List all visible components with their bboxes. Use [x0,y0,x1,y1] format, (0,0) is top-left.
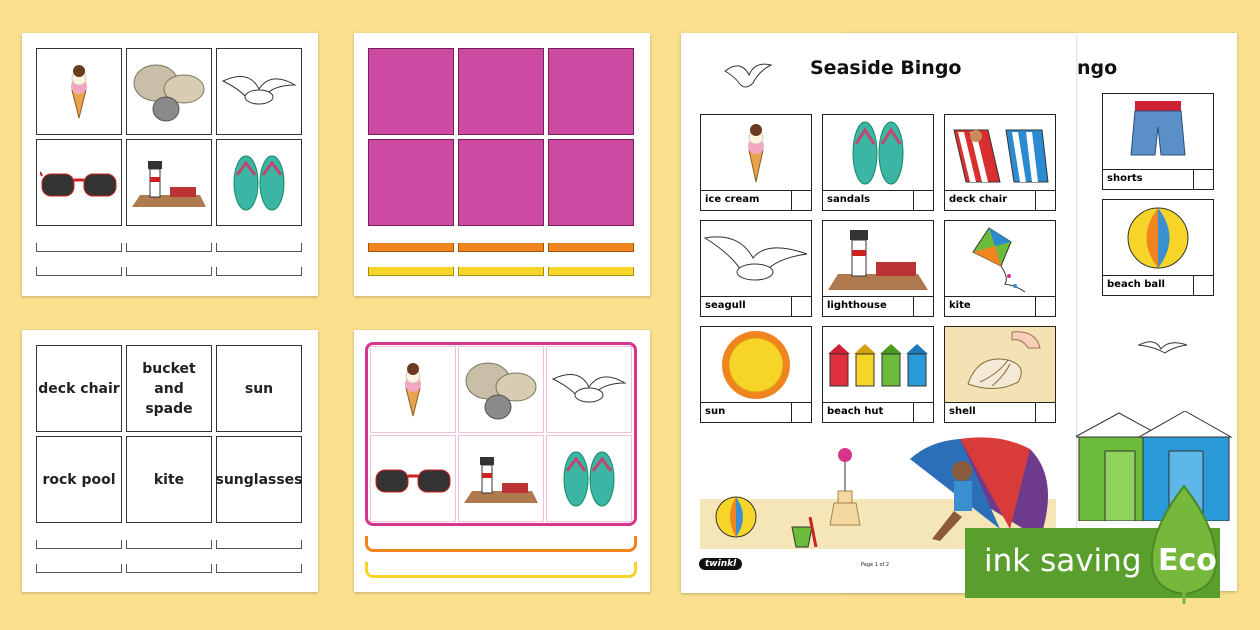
card-seagull[interactable] [546,346,632,433]
bingo-check-box[interactable] [1193,169,1213,189]
sunglasses-icon [40,166,118,200]
bordered-card-sheet [354,330,650,592]
lighthouse-icon [826,224,930,294]
kite-icon [965,224,1035,294]
card-sunglasses[interactable] [36,139,122,226]
word-card[interactable]: kite [126,436,212,523]
card-flip-flops[interactable] [546,435,632,522]
card-ice-cream[interactable] [36,48,122,135]
bingo-check-box[interactable] [1035,402,1055,422]
bingo-check-box[interactable] [791,402,811,422]
seagull-icon [549,365,629,415]
bingo-label: sun [701,402,792,422]
bingo-check-box[interactable] [791,190,811,210]
word-card[interactable]: bucket and spade [126,345,212,432]
ice-cream-icon [741,122,771,184]
card-lighthouse[interactable] [126,139,212,226]
beach-ball-icon [1125,205,1191,271]
bingo-worksheet [681,33,1076,593]
bingo-label: seagull [701,296,792,316]
bingo-cell [822,326,934,423]
bingo-cell [944,220,1056,317]
beach-hut-icon [826,342,930,388]
bingo-label: shorts [1103,169,1194,189]
flip-flops-icon [229,153,289,213]
bingo-label: kite [945,296,1036,316]
bingo-cell [944,114,1056,211]
card-back[interactable] [548,48,634,135]
bingo-check-box[interactable] [913,296,933,316]
card-back[interactable] [548,139,634,226]
bingo-cell [944,326,1056,423]
word-card[interactable]: rock pool [36,436,122,523]
page-number: Page 1 of 2 [861,562,890,568]
word-card[interactable]: deck chair [36,345,122,432]
bingo-label: beach hut [823,402,914,422]
bingo-label: sandals [823,190,914,210]
yellow-border-strip [365,562,637,578]
lighthouse-icon [130,155,208,211]
card-flip-flops[interactable] [216,139,302,226]
card-back-sheet [354,33,650,296]
ice-cream-icon [64,64,94,120]
bingo-cell [822,220,934,317]
eco-label: Eco [1158,543,1217,578]
orange-border-strip [365,536,637,552]
worksheet-title: Seaside Bingo [810,57,962,79]
card-back[interactable] [458,48,544,135]
bingo-check-box[interactable] [791,296,811,316]
bingo-label: shell [945,402,1036,422]
word-card-sheet [22,330,318,592]
sandals-icon [848,118,908,188]
card-back[interactable] [458,139,544,226]
card-ice-cream[interactable] [370,346,456,433]
bingo-cell [700,220,812,317]
card-back[interactable] [368,139,454,226]
ink-saving-text: ink saving [984,543,1142,579]
back-bingo-cell [1102,199,1214,296]
bingo-label: lighthouse [823,296,914,316]
seagull-icon [1137,337,1189,361]
bingo-check-box[interactable] [1035,296,1055,316]
bingo-check-box[interactable] [1193,275,1213,295]
pebbles-icon [462,359,540,421]
word-card[interactable]: sunglasses [216,436,302,523]
pebbles-icon [130,61,208,123]
card-pebbles[interactable] [126,48,212,135]
flip-flops-icon [559,449,619,509]
bingo-cell [822,114,934,211]
seagull-icon [703,228,809,290]
bingo-label: beach ball [1103,275,1194,295]
card-sunglasses[interactable] [370,435,456,522]
footer-logo: twinkl [699,558,742,570]
picture-card-sheet [22,33,318,296]
sun-icon [720,329,792,401]
bingo-cell [700,326,812,423]
deck-chair-icon [948,118,1052,188]
shell-icon [948,330,1052,400]
lighthouse-icon [462,451,540,507]
card-pebbles[interactable] [458,346,544,433]
seagull-icon [219,67,299,117]
bingo-label: ice cream [701,190,792,210]
card-lighthouse[interactable] [458,435,544,522]
bingo-check-box[interactable] [1035,190,1055,210]
card-back[interactable] [368,48,454,135]
shorts-icon [1123,97,1193,167]
seagull-icon [723,57,773,97]
bingo-check-box[interactable] [913,190,933,210]
bingo-label: deck chair [945,190,1036,210]
back-bingo-cell [1102,93,1214,190]
back-worksheet-title: ngo [1077,57,1118,79]
bingo-check-box[interactable] [913,402,933,422]
card-seagull[interactable] [216,48,302,135]
ice-cream-icon [398,362,428,418]
bingo-cell [700,114,812,211]
sunglasses-icon [374,462,452,496]
word-card[interactable]: sun [216,345,302,432]
